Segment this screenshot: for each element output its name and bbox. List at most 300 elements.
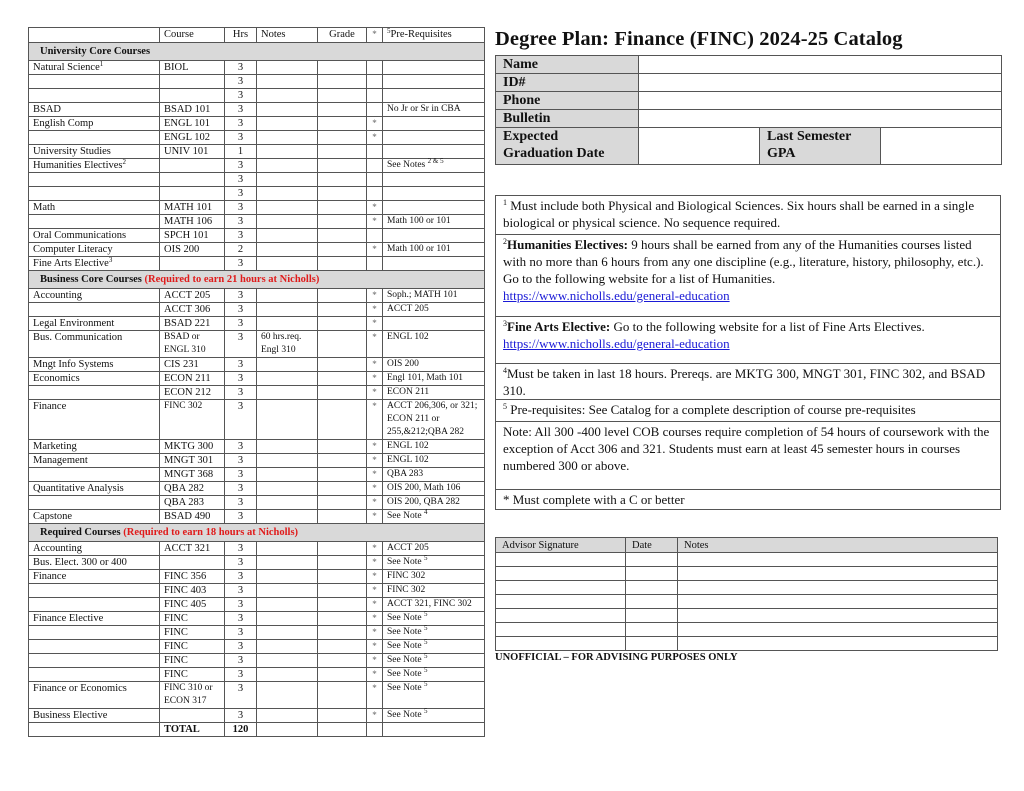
course-row xyxy=(29,173,485,187)
course-grade[interactable] xyxy=(318,654,367,668)
course-notes[interactable] xyxy=(257,159,318,173)
name-field[interactable] xyxy=(639,56,1002,74)
course-code: FINC xyxy=(160,612,225,626)
course-area: Management xyxy=(29,454,160,468)
course-prereq: See Note $^5$ xyxy=(383,668,485,682)
course-hours: 3 xyxy=(225,331,257,358)
course-grade[interactable] xyxy=(318,556,367,570)
course-prereq: See Note $^4$ xyxy=(383,510,485,524)
course-row xyxy=(29,440,485,454)
course-code: MNGT 368 xyxy=(160,468,225,482)
advisor-date-field[interactable] xyxy=(626,567,678,581)
course-code: FINC xyxy=(160,640,225,654)
course-row xyxy=(29,654,485,668)
course-code: MATH 101 xyxy=(160,201,225,215)
course-grade[interactable] xyxy=(318,317,367,331)
id-label: ID# xyxy=(496,74,639,92)
course-row xyxy=(29,556,485,570)
course-notes[interactable] xyxy=(257,145,318,159)
total-star xyxy=(367,723,383,737)
course-row xyxy=(29,668,485,682)
course-notes[interactable] xyxy=(257,117,318,131)
course-area: Natural Science$^1$ xyxy=(29,61,160,75)
course-prereq: ENGL 102 xyxy=(383,454,485,468)
note-2-title: Humanities Electives: xyxy=(507,237,628,252)
course-area: Marketing xyxy=(29,440,160,454)
course-area: Humanities Electives$^2$ xyxy=(29,159,160,173)
course-hours: 3 xyxy=(225,400,257,440)
course-row xyxy=(29,510,485,524)
cob-note: Note: All 300 -400 level COB courses require completion of 54 hours of coursework with the exception of Acct 306 and 321. Students must earn at least 45 semester hours in courses numbered 300 or above. xyxy=(496,422,1000,490)
section-title: Required Courses (Required to earn 18 hours at Nicholls) xyxy=(29,524,485,542)
course-hours: 3 xyxy=(225,229,257,243)
graduation-date-field[interactable] xyxy=(639,128,760,165)
course-row xyxy=(29,612,485,626)
course-grade[interactable] xyxy=(318,117,367,131)
header-grade: Grade xyxy=(318,28,367,43)
bulletin-label: Bulletin xyxy=(496,110,639,128)
course-notes[interactable] xyxy=(257,496,318,510)
course-code: SPCH 101 xyxy=(160,229,225,243)
course-row xyxy=(29,626,485,640)
course-prereq: See Note $^5$ xyxy=(383,640,485,654)
course-hours: 3 xyxy=(225,626,257,640)
advisor-row xyxy=(496,623,998,637)
course-row xyxy=(29,584,485,598)
advisor-notes-field[interactable] xyxy=(678,595,998,609)
course-row xyxy=(29,570,485,584)
phone-field[interactable] xyxy=(639,92,1002,110)
course-code xyxy=(160,159,225,173)
course-hours: 3 xyxy=(225,440,257,454)
course-hours: 3 xyxy=(225,131,257,145)
advisor-signature-field[interactable] xyxy=(496,553,626,567)
course-prereq: See Note $^5$ xyxy=(383,612,485,626)
course-area: Finance Elective xyxy=(29,612,160,626)
course-area: Oral Communications xyxy=(29,229,160,243)
course-row xyxy=(29,201,485,215)
header-advisor-signature: Advisor Signature xyxy=(496,538,626,553)
course-area: English Comp xyxy=(29,117,160,131)
course-prereq xyxy=(383,201,485,215)
course-code: ENGL 102 xyxy=(160,131,225,145)
course-notes[interactable] xyxy=(257,510,318,524)
c-or-better-marker: * xyxy=(367,682,383,709)
course-code: FINC xyxy=(160,668,225,682)
course-grade[interactable] xyxy=(318,496,367,510)
info-row-graduation xyxy=(496,128,1002,165)
course-grade[interactable] xyxy=(318,570,367,584)
course-notes[interactable] xyxy=(257,358,318,372)
c-or-better-marker: * xyxy=(367,668,383,682)
course-notes[interactable] xyxy=(257,303,318,317)
c-or-better-marker xyxy=(367,75,383,89)
c-or-better-marker: * xyxy=(367,440,383,454)
course-grade[interactable] xyxy=(318,159,367,173)
course-hours: 3 xyxy=(225,542,257,556)
course-code: ACCT 306 xyxy=(160,303,225,317)
course-notes[interactable] xyxy=(257,612,318,626)
c-or-better-marker xyxy=(367,187,383,201)
advisor-signature-field[interactable] xyxy=(496,609,626,623)
c-or-better-marker: * xyxy=(367,289,383,303)
info-row-name xyxy=(496,56,1002,74)
section-header xyxy=(29,43,485,61)
course-hours: 3 xyxy=(225,556,257,570)
course-code: MKTG 300 xyxy=(160,440,225,454)
section-header xyxy=(29,271,485,289)
note-4: $^4$Must be taken in last 18 hours. Prereqs. are MKTG 300, MNGT 301, FINC 302, and BSAD 310. xyxy=(496,364,1000,400)
course-row xyxy=(29,496,485,510)
course-area xyxy=(29,668,160,682)
course-row xyxy=(29,482,485,496)
course-prereq: ACCT 321, FINC 302 xyxy=(383,598,485,612)
course-notes[interactable] xyxy=(257,468,318,482)
course-prereq xyxy=(383,229,485,243)
course-area: BSAD xyxy=(29,103,160,117)
course-grade[interactable] xyxy=(318,400,367,440)
note-2-humanities: $^2$Humanities Electives: 9 hours shall be earned from any of the Humanities courses listed with no more than 6 hours from any one discipline (e.g., literature, history, philosophy, etc.). Go to the following website for a list of Humanities. https://www.nicholls.edu/general-education xyxy=(496,235,1000,317)
advisor-date-field[interactable] xyxy=(626,595,678,609)
course-row xyxy=(29,331,485,358)
course-notes[interactable] xyxy=(257,682,318,709)
course-grade[interactable] xyxy=(318,61,367,75)
total-hours: 120 xyxy=(225,723,257,737)
course-notes[interactable]: 60 hrs.req. Engl 310 xyxy=(257,331,318,358)
course-area xyxy=(29,386,160,400)
course-grade[interactable] xyxy=(318,626,367,640)
advisor-signature-field[interactable] xyxy=(496,623,626,637)
course-prereq: FINC 302 xyxy=(383,584,485,598)
course-grade[interactable] xyxy=(318,103,367,117)
course-row xyxy=(29,542,485,556)
course-notes[interactable] xyxy=(257,89,318,103)
course-notes[interactable] xyxy=(257,440,318,454)
course-prereq xyxy=(383,61,485,75)
course-grade[interactable] xyxy=(318,584,367,598)
total-label: TOTAL xyxy=(160,723,225,737)
course-area xyxy=(29,598,160,612)
course-grade[interactable] xyxy=(318,303,367,317)
course-notes[interactable] xyxy=(257,215,318,229)
course-code: BSAD or ENGL 310 xyxy=(160,331,225,358)
advisor-date-field[interactable] xyxy=(626,581,678,595)
advisor-row xyxy=(496,553,998,567)
c-or-better-marker: * xyxy=(367,331,383,358)
advisor-notes-field[interactable] xyxy=(678,609,998,623)
course-row xyxy=(29,317,485,331)
course-grade[interactable] xyxy=(318,440,367,454)
course-notes[interactable] xyxy=(257,187,318,201)
course-hours: 3 xyxy=(225,159,257,173)
course-code: BSAD 101 xyxy=(160,103,225,117)
section-title: Business Core Courses (Required to earn 21 hours at Nicholls) xyxy=(29,271,485,289)
course-area: Finance xyxy=(29,400,160,440)
c-or-better-marker: * xyxy=(367,117,383,131)
course-hours: 3 xyxy=(225,303,257,317)
course-area: Quantitative Analysis xyxy=(29,482,160,496)
course-area: Accounting xyxy=(29,289,160,303)
course-hours: 3 xyxy=(225,201,257,215)
student-info-table xyxy=(495,55,1002,165)
course-grade[interactable] xyxy=(318,331,367,358)
course-row xyxy=(29,400,485,440)
course-grade[interactable] xyxy=(318,682,367,709)
course-code: MNGT 301 xyxy=(160,454,225,468)
course-prereq: FINC 302 xyxy=(383,570,485,584)
course-hours: 3 xyxy=(225,372,257,386)
course-prereq: See Notes $^{2 \& 5}$ xyxy=(383,159,485,173)
course-grade[interactable] xyxy=(318,372,367,386)
course-notes[interactable] xyxy=(257,131,318,145)
course-row xyxy=(29,709,485,723)
course-notes[interactable] xyxy=(257,400,318,440)
course-hours: 3 xyxy=(225,289,257,303)
course-grade[interactable] xyxy=(318,243,367,257)
course-hours: 3 xyxy=(225,682,257,709)
course-grade[interactable] xyxy=(318,289,367,303)
total-prereq xyxy=(383,723,485,737)
advisor-date-field[interactable] xyxy=(626,637,678,651)
course-row xyxy=(29,145,485,159)
course-code xyxy=(160,556,225,570)
c-or-better-marker: * xyxy=(367,468,383,482)
c-or-better-marker: * xyxy=(367,709,383,723)
course-notes[interactable] xyxy=(257,570,318,584)
header-notes: Notes xyxy=(257,28,318,43)
course-grade[interactable] xyxy=(318,386,367,400)
course-notes[interactable] xyxy=(257,386,318,400)
course-code: ACCT 321 xyxy=(160,542,225,556)
course-table-header xyxy=(29,28,485,43)
note-1: $^1$ Must include both Physical and Biological Sciences. Six hours shall be earned in a single biological or physical science. No sequence required. xyxy=(496,196,1000,235)
course-notes[interactable] xyxy=(257,454,318,468)
course-hours: 3 xyxy=(225,75,257,89)
course-row xyxy=(29,229,485,243)
advisor-table xyxy=(495,537,998,651)
course-area xyxy=(29,89,160,103)
name-label: Name xyxy=(496,56,639,74)
course-grade[interactable] xyxy=(318,173,367,187)
c-or-better-marker xyxy=(367,103,383,117)
bulletin-field[interactable] xyxy=(639,110,1002,128)
advisor-signature-field[interactable] xyxy=(496,637,626,651)
advisor-notes-field[interactable] xyxy=(678,553,998,567)
section-title: University Core Courses xyxy=(29,43,485,61)
humanities-link[interactable]: https://www.nicholls.edu/general-education xyxy=(503,288,730,303)
header-date: Date xyxy=(626,538,678,553)
course-area xyxy=(29,626,160,640)
phone-label: Phone xyxy=(496,92,639,110)
course-notes[interactable] xyxy=(257,257,318,271)
course-row xyxy=(29,103,485,117)
course-notes[interactable] xyxy=(257,317,318,331)
course-area: Math xyxy=(29,201,160,215)
course-grade[interactable] xyxy=(318,187,367,201)
course-grade[interactable] xyxy=(318,510,367,524)
course-hours: 3 xyxy=(225,654,257,668)
c-or-better-marker: * xyxy=(367,400,383,440)
header-hrs: Hrs xyxy=(225,28,257,43)
course-notes[interactable] xyxy=(257,243,318,257)
course-prereq: ACCT 205 xyxy=(383,303,485,317)
course-code: FINC xyxy=(160,626,225,640)
course-notes[interactable] xyxy=(257,542,318,556)
course-grade[interactable] xyxy=(318,542,367,556)
advisor-row xyxy=(496,637,998,651)
course-row xyxy=(29,358,485,372)
advisor-row xyxy=(496,567,998,581)
course-notes[interactable] xyxy=(257,556,318,570)
header-area xyxy=(29,28,160,43)
course-area xyxy=(29,640,160,654)
course-hours: 3 xyxy=(225,454,257,468)
course-table xyxy=(28,27,485,737)
course-hours: 3 xyxy=(225,612,257,626)
c-or-better-marker: * xyxy=(367,215,383,229)
course-grade[interactable] xyxy=(318,640,367,654)
advisor-notes-field[interactable] xyxy=(678,567,998,581)
course-hours: 3 xyxy=(225,482,257,496)
course-row xyxy=(29,187,485,201)
course-row xyxy=(29,243,485,257)
c-or-better-marker: * xyxy=(367,131,383,145)
course-prereq xyxy=(383,131,485,145)
advisor-signature-field[interactable] xyxy=(496,595,626,609)
course-area xyxy=(29,584,160,598)
course-notes[interactable] xyxy=(257,61,318,75)
course-code: OIS 200 xyxy=(160,243,225,257)
course-notes[interactable] xyxy=(257,103,318,117)
course-prereq: Math 100 or 101 xyxy=(383,243,485,257)
course-grade[interactable] xyxy=(318,89,367,103)
note-5: $^5$ Pre-requisites: See Catalog for a complete description of course pre-requisites xyxy=(496,400,1000,422)
course-row xyxy=(29,131,485,145)
advisor-signature-field[interactable] xyxy=(496,567,626,581)
section-requirement: (Required to earn 18 hours at Nicholls) xyxy=(123,527,299,538)
course-grade[interactable] xyxy=(318,468,367,482)
advisor-notes-field[interactable] xyxy=(678,637,998,651)
advisor-signature-field[interactable] xyxy=(496,581,626,595)
c-or-better-marker: * xyxy=(367,386,383,400)
course-code: BSAD 221 xyxy=(160,317,225,331)
course-grade[interactable] xyxy=(318,668,367,682)
course-prereq: Soph.; MATH 101 xyxy=(383,289,485,303)
course-notes[interactable] xyxy=(257,626,318,640)
c-or-better-marker: * xyxy=(367,372,383,386)
c-or-better-marker: * xyxy=(367,612,383,626)
id-field[interactable] xyxy=(639,74,1002,92)
course-grade[interactable] xyxy=(318,201,367,215)
course-grade[interactable] xyxy=(318,215,367,229)
course-hours: 3 xyxy=(225,187,257,201)
c-or-better-marker: * xyxy=(367,654,383,668)
course-area xyxy=(29,131,160,145)
course-row xyxy=(29,303,485,317)
course-notes[interactable] xyxy=(257,372,318,386)
course-row xyxy=(29,61,485,75)
course-code: ECON 211 xyxy=(160,372,225,386)
course-grade[interactable] xyxy=(318,131,367,145)
course-grade[interactable] xyxy=(318,709,367,723)
course-notes[interactable] xyxy=(257,668,318,682)
course-grade[interactable] xyxy=(318,75,367,89)
course-hours: 3 xyxy=(225,117,257,131)
c-or-better-marker xyxy=(367,229,383,243)
course-notes[interactable] xyxy=(257,709,318,723)
course-notes[interactable] xyxy=(257,584,318,598)
course-code: QBA 283 xyxy=(160,496,225,510)
course-grade[interactable] xyxy=(318,145,367,159)
course-area: Fine Arts Elective$^3$ xyxy=(29,257,160,271)
unofficial-disclaimer: UNOFFICIAL – FOR ADVISING PURPOSES ONLY xyxy=(495,652,738,663)
course-notes[interactable] xyxy=(257,201,318,215)
course-code: ENGL 101 xyxy=(160,117,225,131)
course-notes[interactable] xyxy=(257,173,318,187)
course-hours: 3 xyxy=(225,173,257,187)
total-notes xyxy=(257,723,318,737)
course-prereq: No Jr or Sr in CBA xyxy=(383,103,485,117)
advisor-date-field[interactable] xyxy=(626,553,678,567)
page-title: Degree Plan: Finance (FINC) 2024-25 Catalog xyxy=(495,28,903,50)
c-or-better-marker: * xyxy=(367,584,383,598)
total-grade xyxy=(318,723,367,737)
course-prereq: Engl 101, Math 101 xyxy=(383,372,485,386)
course-grade[interactable] xyxy=(318,229,367,243)
course-grade[interactable] xyxy=(318,598,367,612)
course-hours: 3 xyxy=(225,640,257,654)
course-notes[interactable] xyxy=(257,229,318,243)
total-area xyxy=(29,723,160,737)
course-notes[interactable] xyxy=(257,289,318,303)
advisor-row xyxy=(496,581,998,595)
course-grade[interactable] xyxy=(318,257,367,271)
course-code: FINC 302 xyxy=(160,400,225,440)
advisor-date-field[interactable] xyxy=(626,623,678,637)
course-code xyxy=(160,173,225,187)
course-grade[interactable] xyxy=(318,612,367,626)
course-notes[interactable] xyxy=(257,482,318,496)
course-notes[interactable] xyxy=(257,75,318,89)
course-code xyxy=(160,257,225,271)
course-hours: 3 xyxy=(225,89,257,103)
advisor-date-field[interactable] xyxy=(626,609,678,623)
c-or-better-marker: * xyxy=(367,303,383,317)
gpa-field[interactable] xyxy=(881,128,1002,165)
header-star: * xyxy=(367,28,383,43)
footnotes-box xyxy=(495,195,1001,510)
course-hours: 3 xyxy=(225,317,257,331)
course-prereq: See Note $^5$ xyxy=(383,709,485,723)
course-prereq xyxy=(383,257,485,271)
course-row xyxy=(29,289,485,303)
course-row xyxy=(29,372,485,386)
course-grade[interactable] xyxy=(318,454,367,468)
c-or-better-marker: * xyxy=(367,201,383,215)
advisor-notes-field[interactable] xyxy=(678,623,998,637)
course-notes[interactable] xyxy=(257,640,318,654)
gpa-label: Last Semester GPA xyxy=(760,128,881,165)
advisor-notes-field[interactable] xyxy=(678,581,998,595)
fine-arts-link[interactable]: https://www.nicholls.edu/general-education xyxy=(503,336,730,351)
course-area: Finance xyxy=(29,570,160,584)
course-grade[interactable] xyxy=(318,482,367,496)
course-grade[interactable] xyxy=(318,358,367,372)
c-or-better-marker xyxy=(367,89,383,103)
course-notes[interactable] xyxy=(257,654,318,668)
course-notes[interactable] xyxy=(257,598,318,612)
course-prereq: OIS 200, Math 106 xyxy=(383,482,485,496)
